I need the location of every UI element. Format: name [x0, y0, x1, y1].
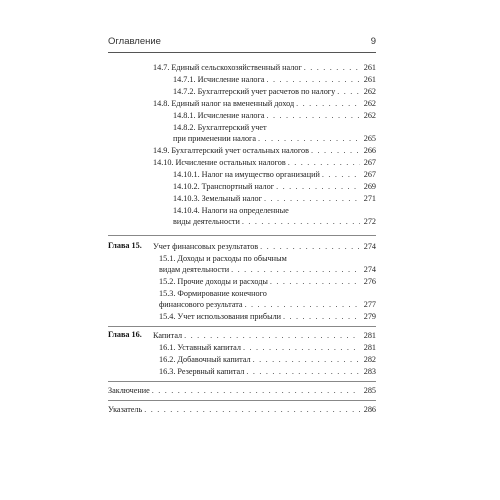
toc-entry-16-3[interactable]: 16.3. Резервный капитал . . . 283 [159, 366, 376, 377]
toc-entry-14-10-4[interactable]: 14.10.4. Налоги на определенные виды деятельности . . . 272 [173, 205, 376, 227]
toc-page-number: 272 [363, 217, 376, 226]
toc-page-number: 277 [363, 300, 376, 309]
toc-entry-14-10-3[interactable]: 14.10.3. Земельный налог . . . 271 [173, 193, 376, 204]
toc-page-number: 269 [363, 182, 376, 191]
toc-page-number: 261 [363, 75, 376, 84]
running-page-number: 9 [370, 36, 376, 47]
toc-page-number: 262 [363, 99, 376, 108]
toc-page-number: 262 [363, 111, 376, 120]
toc-entry-14-10-1[interactable]: 14.10.1. Налог на имущество организаций . . . 267 [173, 169, 376, 180]
toc-entry-index[interactable]: Указатель . . . 286 [108, 404, 376, 415]
toc-entry-14-8[interactable]: 14.8. Единый налог на вмененный доход . . . 262 [153, 98, 376, 109]
toc-entry-14-7[interactable]: 14.7. Единый сельскохозяйственный налог . . . 261 [153, 62, 376, 73]
toc-entry-conclusion[interactable]: Заключение . . . 285 [108, 385, 376, 396]
toc-entry-14-8-2[interactable]: 14.8.2. Бухгалтерский учет при применении налога . . . 265 [173, 122, 376, 144]
toc-page-number: 286 [363, 405, 376, 414]
toc-page-number: 281 [363, 331, 376, 340]
toc-page-number: 265 [363, 134, 376, 143]
toc-entry-15-2[interactable]: 15.2. Прочие доходы и расходы . . . 276 [159, 276, 376, 287]
toc-entry-15-3[interactable]: 15.3. Формирование конечного финансового результата . . . 277 [159, 288, 376, 310]
toc-entry-14-9[interactable]: 14.9. Бухгалтерский учет остальных налогов . . . 266 [153, 145, 376, 156]
chapter-divider [108, 235, 376, 236]
toc-entry-15-4[interactable]: 15.4. Учет использования прибыли . . . 279 [159, 311, 376, 322]
section-divider [108, 381, 376, 382]
toc-entry-16-1[interactable]: 16.1. Уставный капитал . . . 281 [159, 342, 376, 353]
chapter-15-label: Глава 15. [108, 241, 142, 250]
toc-entry-14-8-1[interactable]: 14.8.1. Исчисление налога . . . 262 [173, 110, 376, 121]
toc-entry-14-7-1[interactable]: 14.7.1. Исчисление налога . . . 261 [173, 74, 376, 85]
toc-entry-15-1[interactable]: 15.1. Доходы и расходы по обычным видам деятельности . . . 274 [159, 253, 376, 275]
chapter-divider [108, 326, 376, 327]
toc-entry-14-10[interactable]: 14.10. Исчисление остальных налогов . . . 267 [153, 157, 376, 168]
running-title: Оглавление [108, 36, 161, 47]
toc-page-number: 281 [363, 343, 376, 352]
toc-page-number: 274 [363, 265, 376, 274]
section-divider [108, 400, 376, 401]
toc-page-number: 283 [363, 367, 376, 376]
toc-entry-14-7-2[interactable]: 14.7.2. Бухгалтерский учет расчетов по налогу . . . 262 [173, 86, 376, 97]
toc-page-number: 267 [363, 158, 376, 167]
chapter-16-label: Глава 16. [108, 330, 142, 339]
toc-page-number: 271 [363, 194, 376, 203]
toc-entry-chapter-15[interactable]: Учет финансовых результатов . . . 274 [153, 241, 376, 252]
toc-page-number: 276 [363, 277, 376, 286]
toc-entry-16-2[interactable]: 16.2. Добавочный капитал . . . 282 [159, 354, 376, 365]
toc-page-number: 262 [363, 87, 376, 96]
toc-page-number: 285 [363, 386, 376, 395]
toc-page-number: 279 [363, 312, 376, 321]
toc-page-number: 266 [363, 146, 376, 155]
toc-page-number: 261 [363, 63, 376, 72]
toc-page-number: 282 [363, 355, 376, 364]
toc-entry-chapter-16[interactable]: Капитал . . . 281 [153, 330, 376, 341]
toc-page-number: 274 [363, 242, 376, 251]
toc-page-number: 267 [363, 170, 376, 179]
toc-entry-14-10-2[interactable]: 14.10.2. Транспортный налог . . . 269 [173, 181, 376, 192]
